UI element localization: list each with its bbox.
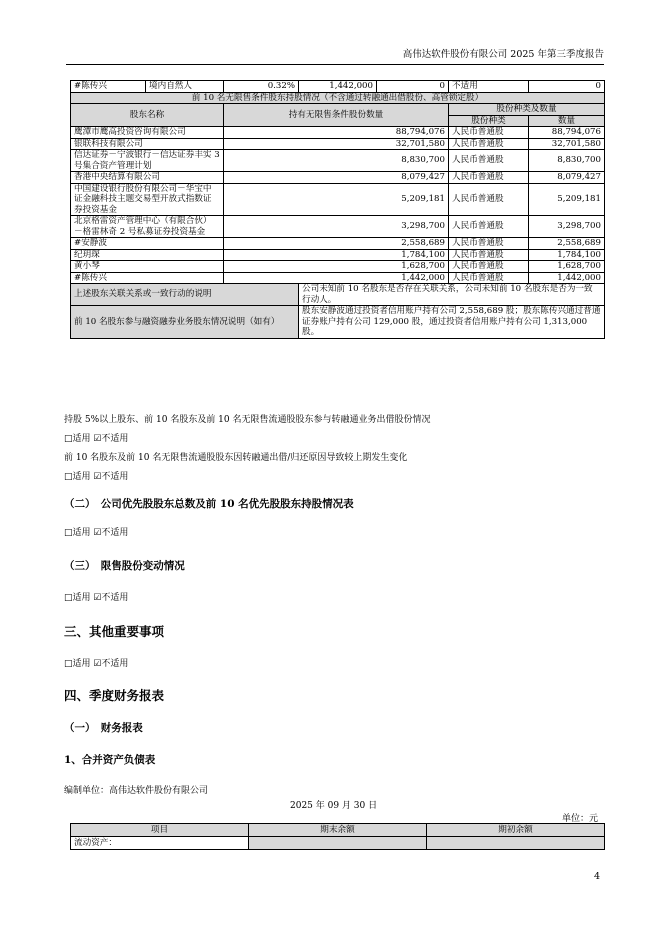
section-4-1-title: （一） 财务报表 [64,722,143,734]
margin-label: 前 10 名股东参与融资融券业务股东情况说明（如有） [71,306,299,339]
table-row [71,216,605,238]
col-item: 项目 [71,824,249,837]
related-label: 上述股东关联关系或一致行动的说明 [71,284,299,306]
related-text: 公司未知前 10 名股东是否存在关联关系，公司未知前 10 名股东是否为一致行动人。 [299,284,605,306]
share-type: 人民币普通股 [449,150,529,172]
shareholder-name: #安静波 [71,238,224,250]
margin-text: 股东安静波通过投资者信用账户持有公司 2,558,689 股；股东陈传兴通过普通证券账户持有公司 129,000 股，通过投资者信用账户持有公司 1,313,000 股。 [299,306,605,339]
section-4-1-1-title: 1、合并资产负债表 [64,754,156,766]
table-row [71,172,605,184]
table-title: 前 10 名无限售条件股东持股情况（不含通过转融通出借股份、高管锁定股） [71,92,605,104]
share-type: 人民币普通股 [449,127,529,139]
check-restricted: □适用 ☑不适用 [64,593,129,603]
page-header: 高伟达软件股份有限公司 2025 年第三季度报告 [402,49,604,60]
check-lending-change: □适用 ☑不适用 [64,472,129,482]
shareholder-shares: 1,628,700 [224,261,449,273]
report-date: 2025 年 09 月 30 日 [290,801,378,811]
check-lending: □适用 ☑不适用 [64,434,129,444]
shareholder-name: #陈传兴 [71,272,224,284]
col-type: 股份种类 [449,115,529,127]
top-row-pledge: 不适用 [449,81,529,93]
check-sec3: □适用 ☑不适用 [64,659,129,669]
table-row [71,837,605,850]
top-row-shares: 1,442,000 [299,81,377,93]
shareholder-shares: 1,784,100 [224,249,449,261]
cell-empty [427,837,605,850]
shareholder-shares: 3,298,700 [224,216,449,238]
table-header-row [71,824,605,837]
shareholder-shares: 88,794,076 [224,127,449,139]
share-type: 人民币普通股 [449,138,529,150]
table-row [71,249,605,261]
section-4-title: 四、季度财务报表 [64,688,165,703]
col-shares: 持有无限售条件股份数量 [224,104,449,127]
para-lending-change: 前 10 名股东及前 10 名无限售流通股股东因转融通出借/归还原因导致较上期发生变化 [64,453,408,463]
shareholder-name: 中国建设银行股份有限公司－华宝中证金融科技主题交易型开放式指数证券投资基金 [71,183,224,216]
shareholder-name: 信达证券－宁波银行－信达证券丰实 3 号集合资产管理计划 [71,150,224,172]
share-qty: 3,298,700 [529,216,605,238]
row-current-assets: 流动资产： [71,837,249,850]
cell-empty [249,837,427,850]
share-type: 人民币普通股 [449,183,529,216]
shareholder-name: 鹰潭市鹰高投资咨询有限公司 [71,127,224,139]
shareholder-shares: 2,558,689 [224,238,449,250]
table-row [71,272,605,284]
shareholder-name: 北京格雷资产管理中心（有限合伙）－格雷林奇 2 号私募证券投资基金 [71,216,224,238]
top-row-name: #陈传兴 [71,81,146,93]
balance-sheet-table [70,823,605,850]
table-row [71,238,605,250]
share-qty: 32,701,580 [529,138,605,150]
col-begin: 期初余额 [427,824,605,837]
header-rule [66,64,604,65]
margin-row [71,306,605,339]
share-type: 人民币普通股 [449,261,529,273]
table-row [71,183,605,216]
shareholder-shares: 8,079,427 [224,172,449,184]
col-name: 股东名称 [71,104,224,127]
share-type: 人民币普通股 [449,216,529,238]
share-qty: 88,794,076 [529,127,605,139]
share-qty: 8,079,427 [529,172,605,184]
unit: 单位：元 [561,814,598,824]
share-qty: 5,209,181 [529,183,605,216]
share-type: 人民币普通股 [449,172,529,184]
share-type: 人民币普通股 [449,272,529,284]
table-row [71,127,605,139]
check-preferred: □适用 ☑不适用 [64,528,129,538]
section-restricted: （三） 限售股份变动情况 [64,560,185,572]
col-end: 期末余额 [249,824,427,837]
section-preferred: （二） 公司优先股股东总数及前 10 名优先股股东持股情况表 [64,498,354,510]
shareholder-shares: 32,701,580 [224,138,449,150]
share-qty: 1,628,700 [529,261,605,273]
col-type-group: 股份种类及数量 [449,104,605,116]
top-row-pct: 0.32% [224,81,299,93]
shareholder-shares: 8,830,700 [224,150,449,172]
table-row [71,81,605,93]
related-row [71,284,605,306]
table-row [71,138,605,150]
share-qty: 2,558,689 [529,238,605,250]
share-qty: 1,442,000 [529,272,605,284]
shareholder-name: 黄小琴 [71,261,224,273]
shareholders-table [70,80,605,339]
page-number: 4 [593,871,600,882]
share-type: 人民币普通股 [449,249,529,261]
top-row-pledge-num: 0 [529,81,605,93]
share-qty: 1,784,100 [529,249,605,261]
table-row [71,150,605,172]
shareholder-name: 银联科技有限公司 [71,138,224,150]
share-type: 人民币普通股 [449,238,529,250]
top-row-nature: 境内自然人 [146,81,224,93]
col-qty: 数量 [529,115,605,127]
shareholder-shares: 5,209,181 [224,183,449,216]
table-header-row [71,104,605,116]
shareholder-name: 香港中央结算有限公司 [71,172,224,184]
shareholder-shares: 1,442,000 [224,272,449,284]
section-3-title: 三、其他重要事项 [64,624,165,639]
para-lending: 持股 5%以上股东、前 10 名股东及前 10 名无限售流通股股东参与转融通业务出借股份情况 [64,415,431,425]
shareholder-name: 纪玥琛 [71,249,224,261]
table-row [71,261,605,273]
table-title-row [71,92,605,104]
compiler: 编制单位：高伟达软件股份有限公司 [64,786,209,796]
share-qty: 8,830,700 [529,150,605,172]
top-row-restricted: 0 [377,81,449,93]
